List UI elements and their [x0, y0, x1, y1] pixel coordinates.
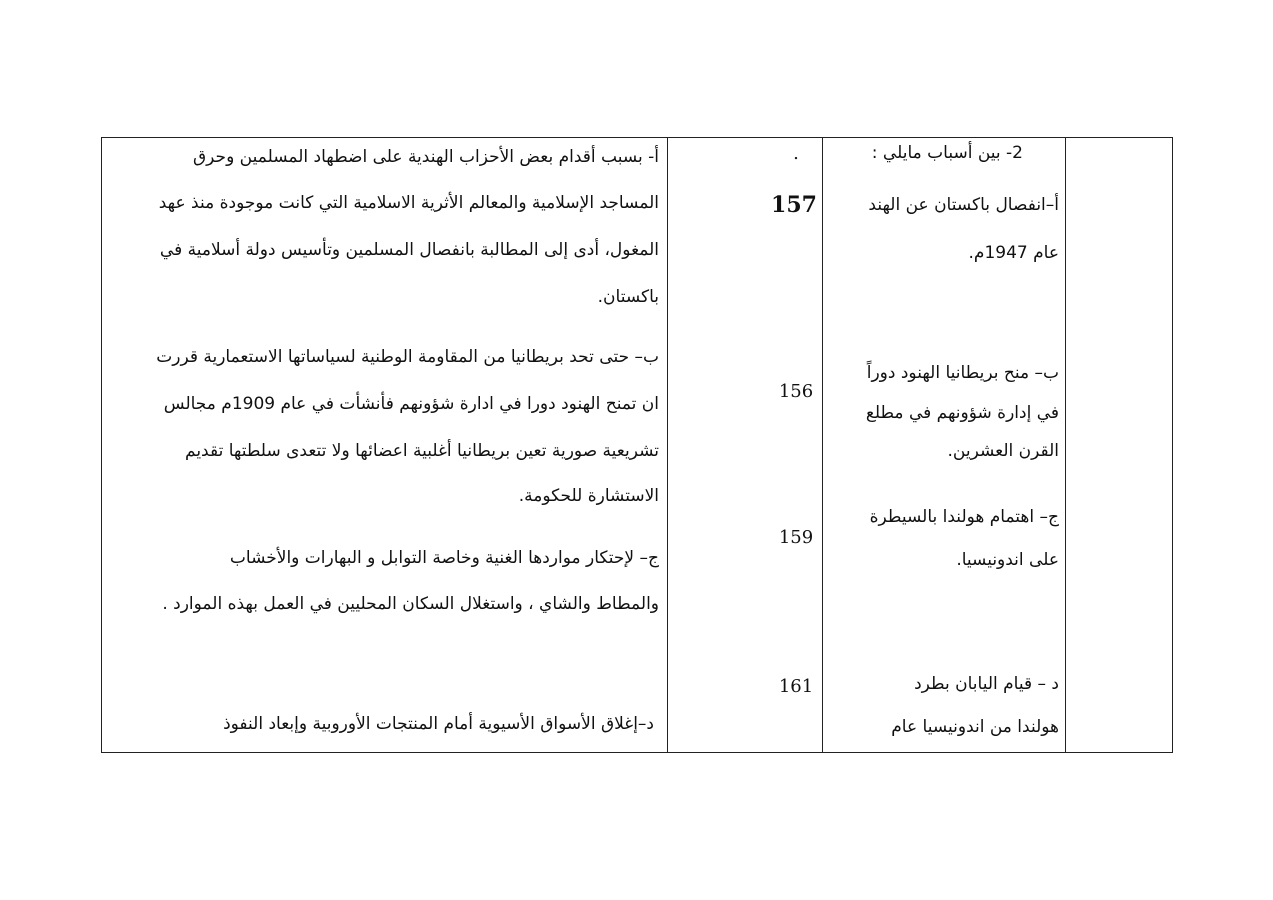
question-item-b-line3: القرن العشرين.: [947, 441, 1059, 461]
question-item-a-line2: عام 1947م.: [968, 243, 1059, 263]
question-item-c-line2: على اندونيسيا.: [956, 550, 1059, 570]
answer-a-line4: باكستان.: [597, 287, 659, 307]
answer-a-line3: المغول، أدى إلى المطالبة بانفصال المسلمين وتأسيس دولة أسلامية في: [159, 240, 659, 260]
question-item-d-line2: هولندا من اندونيسيا عام: [891, 717, 1059, 737]
page-number-c: 159: [778, 527, 814, 548]
answer-c-line1: ج– لإحتكار مواردها الغنية وخاصة التوابل و البهارات والأخشاب: [229, 548, 659, 568]
question-title: 2- بين أسباب مايلي :: [871, 143, 1023, 163]
question-item-c: ج– اهتمام هولندا بالسيطرة: [869, 507, 1059, 527]
question-item-a: أ–انفصال باكستان عن الهند: [868, 195, 1059, 215]
answer-b-line2: ان تمنح الهنود دورا في ادارة شؤونهم فأنشأت في عام 1909م مجالس: [163, 394, 659, 414]
answer-a-line2: المساجد الإسلامية والمعالم الأثرية الاسلامية التي كانت موجودة منذ عهد: [158, 193, 659, 213]
answer-b-line3: تشريعية صورية تعين بريطانيا أغلبية اعضائها ولا تتعدى سلطتها تقديم: [185, 441, 659, 461]
question-item-b: ب– منح بريطانيا الهنود دوراً: [866, 363, 1059, 383]
page-number-d: 161: [778, 676, 814, 697]
page-number-a: 157: [771, 192, 817, 218]
column-divider-2: [822, 138, 823, 752]
question-item-b-line2: في إدارة شؤونهم في مطلع: [865, 403, 1059, 423]
answer-a-line1: أ- بسبب أقدام بعض الأحزاب الهندية على اضطهاد المسلمين وحرق: [192, 147, 659, 167]
question-item-d: د – قيام اليابان بطرد: [914, 674, 1059, 694]
column-divider-3: [1065, 138, 1066, 752]
page-number-b: 156: [778, 381, 814, 402]
answer-b-line4: الاستشارة للحكومة.: [518, 486, 659, 506]
answer-b-line1: ب– حتى تحد بريطانيا من المقاومة الوطنية لسياساتها الاستعمارية قررت: [156, 347, 659, 367]
answer-c-line2: والمطاط والشاي ، واستغلال السكان المحليين في العمل بهذه الموارد .: [162, 594, 659, 614]
answer-d-line1: د–إغلاق الأسواق الأسيوية أمام المنتجات الأوروبية وإبعاد النفوذ: [223, 714, 654, 734]
column-divider-1: [667, 138, 668, 752]
page-dot: .: [793, 143, 799, 164]
